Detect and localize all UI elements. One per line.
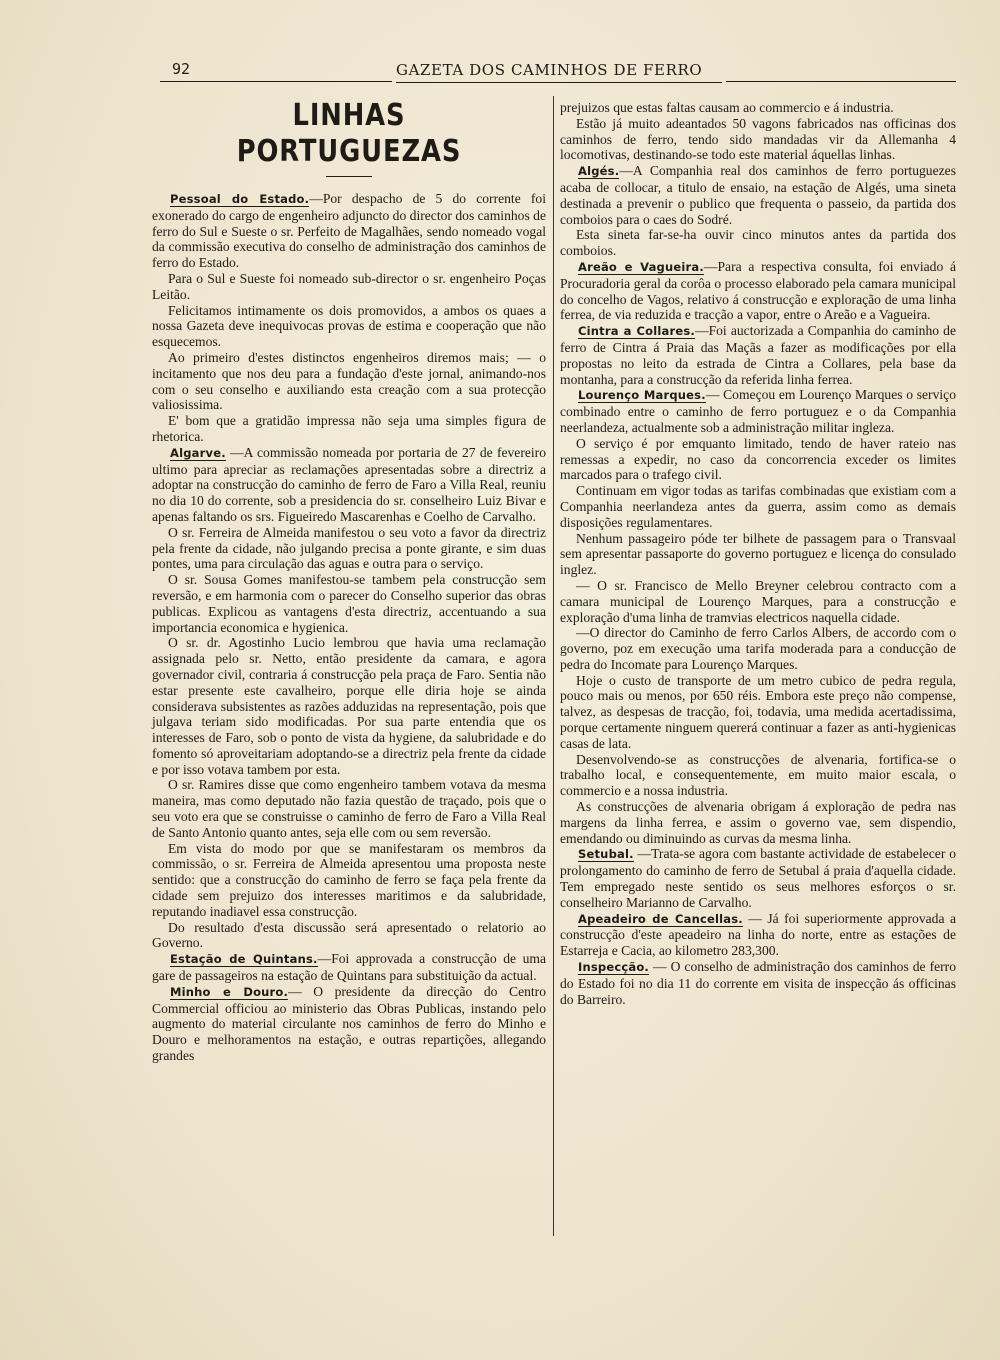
paragraph-text: —Foi approvada a construcção de uma gare de passageiros na estação de Quintans para substituição da actual. — [152, 951, 547, 984]
paragraph — [152, 572, 546, 635]
left-column — [152, 98, 546, 1064]
paragraph-text: Esta sineta far-se-ha ouvir cinco minutos antes da partida dos comboios. — [560, 227, 956, 259]
paragraph-rubric: Minho e Douro. — [170, 984, 289, 999]
paragraph-rubric: Algarve. — [170, 445, 226, 460]
paragraph — [152, 271, 546, 303]
paragraph-rubric: Cintra a Collares. — [578, 324, 695, 339]
paragraph-text: O sr. Ferreira de Almeida manifestou o seu voto a favor da directriz pela frente da cidade, não julgando precisa a ponte girante, e sim duas pontes, uma para circulação das aguas e outra para o serviço. — [152, 524, 546, 572]
paragraph — [560, 163, 956, 227]
paragraph-text: — O conselho de administração dos caminhos de ferro do Estado foi no dia 11 do corrente em visita de inspecção ás officinas do Barreiro. — [560, 959, 956, 1007]
paragraph — [560, 259, 956, 323]
paragraph-rubric: Inspecção. — [578, 960, 650, 975]
paragraph — [152, 413, 546, 445]
paragraph — [152, 777, 546, 840]
paragraph — [560, 799, 956, 846]
section-title: LINHAS PORTUGUEZAS — [236, 98, 462, 169]
left-column-body — [152, 191, 546, 1064]
paragraph-text: O sr. Ramires disse que como engenheiro tambem votava da mesma maneira, mas como deputado não fazia questão de traçado, pois que o seu voto era que se construisse o caminho de ferro de Faro a Villa Real de Santo Antonio quanto antes, seja elle com ou sem reversão. — [152, 777, 546, 840]
paragraph — [560, 387, 956, 435]
right-column — [560, 100, 956, 1007]
paragraph-text: Do resultado d'esta discussão será apresentado o relatorio ao Governo. — [152, 919, 546, 951]
paragraph-text: O sr. Sousa Gomes manifestou-se tambem pela construcção sem reversão, e em harmonia com o parecer do Conselho superior das obras publicas. Explicou as vantagens d'esta directriz, accentuando a sua importancia economica e hygienica. — [152, 572, 546, 635]
paragraph-rubric: Lourenço Marques. — [578, 388, 706, 403]
paragraph — [560, 752, 956, 799]
paragraph-text: Nenhum passageiro póde ter bilhete de passagem para o Transvaal sem apresentar passaporte do governo portuguez e licença do consulado inglez. — [560, 530, 956, 578]
page-header — [160, 58, 956, 84]
paragraph — [152, 920, 546, 952]
paragraph — [560, 323, 956, 387]
header-rule-left — [160, 81, 392, 82]
paragraph-rubric: Estação de Quintans. — [170, 952, 318, 967]
paragraph — [152, 445, 546, 525]
paragraph-text: Hoje o custo de transporte de um metro cubico de pedra regula, pouco mais ou menos, por 650 réis. Embora este preço não compense, talvez, as despesas de tracção, foi, todavia, uma medida acertadissima, porque certamente ninguem quererá continuar a fazer as anti-hygienicas casas de lata. — [560, 672, 956, 751]
header-rule-center — [396, 82, 722, 83]
paragraph — [560, 673, 956, 752]
page-number: 92 — [172, 60, 191, 78]
paragraph — [560, 959, 956, 1007]
paragraph-text: prejuizos que estas faltas causam ao commercio e á industria. — [560, 100, 894, 115]
paragraph-text: Ao primeiro d'estes distinctos engenheiros diremos mais; — o incitamento que nos deu para a fundação d'este jornal, animando-nos com o seu conselho e auxiliando esta creação com a sua protecção valiosissima. — [152, 349, 546, 413]
paragraph-text: — Começou em Lourenço Marques o serviço combinado entre o caminho de ferro portuguez e o da Companhia neerlandeza, actualmente sob a administração militar ingleza. — [560, 387, 956, 435]
paragraph-rubric: Setubal. — [578, 847, 634, 862]
paragraph — [152, 525, 546, 572]
paragraph-rubric: Apeadeiro de Cancellas. — [578, 911, 743, 926]
paragraph-text: — Já foi superiormente approvada a construcção d'este apeadeiro na linha do norte, entre as estações de Estarreja e Cacia, ao kilometro 283,300. — [560, 910, 956, 959]
paragraph-text: O sr. dr. Agostinho Lucio lembrou que havia uma reclamação assignada pelo sr. Netto, então presidente da camara, e agora governador civil, contraria á construcção pela praça de Faro. Sentia não estar presente este cavalheiro, porque elle diria hoje se ainda considerava subsistentes as razões adduzidas na representação, pois que julgava teriam sido modificadas. Por sua parte entendia que os interesses de Faro, sob o ponto de vista da hygiene, da salubridade e do fomento só aproveitariam adoptando-se a directriz pela frente da cidade e por isso votava tambem por esta. — [152, 635, 546, 777]
header-rule-right — [726, 81, 956, 82]
paragraph — [560, 227, 956, 259]
paragraph — [560, 116, 956, 163]
paragraph — [152, 951, 546, 984]
paragraph — [152, 841, 546, 920]
paragraph — [152, 191, 546, 271]
paragraph-text: —A Companhia real dos caminhos de ferro portuguezes acaba de collocar, a titulo de ensaio, na estação de Algés, uma sineta destinada a prevenir o publico que frequenta o passeio, da partida dos comboios para o caes do Sodré. — [560, 163, 956, 227]
paragraph-text: E' bom que a gratidão impressa não seja uma simples figura de rhetorica. — [152, 413, 546, 444]
paragraph-text: —Trata-se agora com bastante actividade de estabelecer o prolongamento do caminho de ferro de Setubal á praia d'aquella cidade. Tem empregado neste sentido os seus melhores esforços o sr. conselheiro Marianno de Carvalho. — [560, 846, 956, 910]
paragraph — [152, 984, 546, 1064]
paragraph — [560, 483, 956, 530]
column-divider — [553, 96, 554, 1236]
paragraph — [560, 531, 956, 578]
paragraph-text: Estão já muito adeantados 50 vagons fabricados nas officinas dos caminhos de ferro, tendo sido mandadas vir da Allemanha 4 locomotivas, destinando-se todo este material áquellas linhas. — [560, 115, 956, 163]
running-title: GAZETA DOS CAMINHOS DE FERRO — [396, 61, 703, 79]
paragraph-text: Desenvolvendo-se as construcções de alvenaria, fortifica-se o trabalho local, e consequentemente, em muito maior escala, o commercio e a nossa industria. — [560, 751, 956, 799]
paragraph-text: Em vista do modo por que se manifestaram os membros da commissão, o sr. Ferreira de Almeida apresentou uma proposta neste sentido: que a construcção do caminho de ferro se faça pela frente da cidade sem prejuizo dos interesses maritimos e da salubridade, reputando inadiavel essa construcção. — [152, 840, 546, 919]
paragraph — [152, 303, 546, 350]
paragraph-text: As construcções de alvenaria obrigam á exploração de pedra nas margens da linha ferrea, e assim o governo vae, sem dispendio, emendando ou diminuindo as curvas da mesma linha. — [560, 799, 956, 846]
paragraph — [560, 846, 956, 910]
paragraph — [560, 100, 956, 116]
paragraph-text: Continuam em vigor todas as tarifas combinadas que existiam com a Companhia neerlandeza antes da guerra, assim como as demais disposições regulamentares. — [560, 483, 956, 530]
right-column-body — [560, 100, 956, 1007]
paragraph-text: —A commissão nomeada por portaria de 27 de fevereiro ultimo para apreciar as reclamações apresentadas sobre a directriz a adoptar na construcção do caminho de ferro de Faro a Villa Real, reuniu no dia 10 do corrente, sob a presidencia do sr. conselheiro Luiz Bivar e apenas faltando os srs. Figueiredo Mascarenhas e Coelho de Carvalho. — [152, 444, 546, 524]
paragraph — [560, 436, 956, 483]
paragraph-text: — O presidente da direcção do Centro Commercial officiou ao ministerio das Obras Publicas, instando pelo augmento do material circulante nos caminhos de ferro do Minho e Douro e melhoramentos na estação, e outras repartições, allegando grandes — [152, 983, 546, 1064]
paragraph — [152, 635, 546, 777]
title-rule — [326, 176, 372, 177]
paragraph-text: Para o Sul e Sueste foi nomeado sub-director o sr. engenheiro Poças Leitão. — [152, 270, 546, 302]
paragraph-text: O serviço é por emquanto limitado, tendo de haver rateio nas remessas a expedir, no caso da concorrencia exceder os limites marcados para o trafego civil. — [560, 435, 956, 483]
paragraph — [560, 625, 956, 672]
paragraph — [560, 578, 956, 625]
paragraph — [152, 350, 546, 413]
paragraph-text: —Por despacho de 5 do corrente foi exonerado do cargo de engenheiro adjuncto do director dos caminhos de ferro do Sul e Sueste o sr. Perfeito de Magalhães, sendo nomeado vogal da commissão executiva do conselho de administração dos caminhos de ferro do Estado. — [152, 191, 546, 271]
paragraph-rubric: Pessoal do Estado. — [170, 192, 310, 206]
paragraph-text: —Foi auctorizada a Companhia do caminho de ferro de Cintra á Praia das Maçãs a fazer as modificações por ella propostas no leito da estrada de Cintra a Collares, pela base da montanha, para a construcção da referida linha ferrea. — [560, 323, 956, 387]
paragraph-rubric: Areão e Vagueira. — [578, 259, 704, 274]
paragraph-text: — O sr. Francisco de Mello Breyner celebrou contracto com a camara municipal de Lourenço Marques, para a construcção e exploração d'uma linha de tramvias electricos naquella cidade. — [560, 577, 956, 625]
paragraph — [560, 911, 956, 959]
paragraph-text: Felicitamos intimamente os dois promovidos, a ambos os quaes a nossa Gazeta deve inequivocas provas de estima e cooperação que não esquecemos. — [152, 302, 546, 350]
paragraph-rubric: Algés. — [578, 164, 620, 179]
paragraph-text: —O director do Caminho de ferro Carlos Albers, de accordo com o governo, poz em execução uma tarifa moderada para a conducção de pedra do Incomate para Lourenço Marques. — [560, 625, 956, 672]
paragraph-text: —Para a respectiva consulta, foi enviado á Procuradoria geral da corôa o processo elaborado pela camara municipal do concelho de Vagos, relativo á construcção e exploração de uma linha ferrea, de via reduzida e tracção a vapor, entre o Areão e a Vagueira. — [560, 258, 956, 323]
